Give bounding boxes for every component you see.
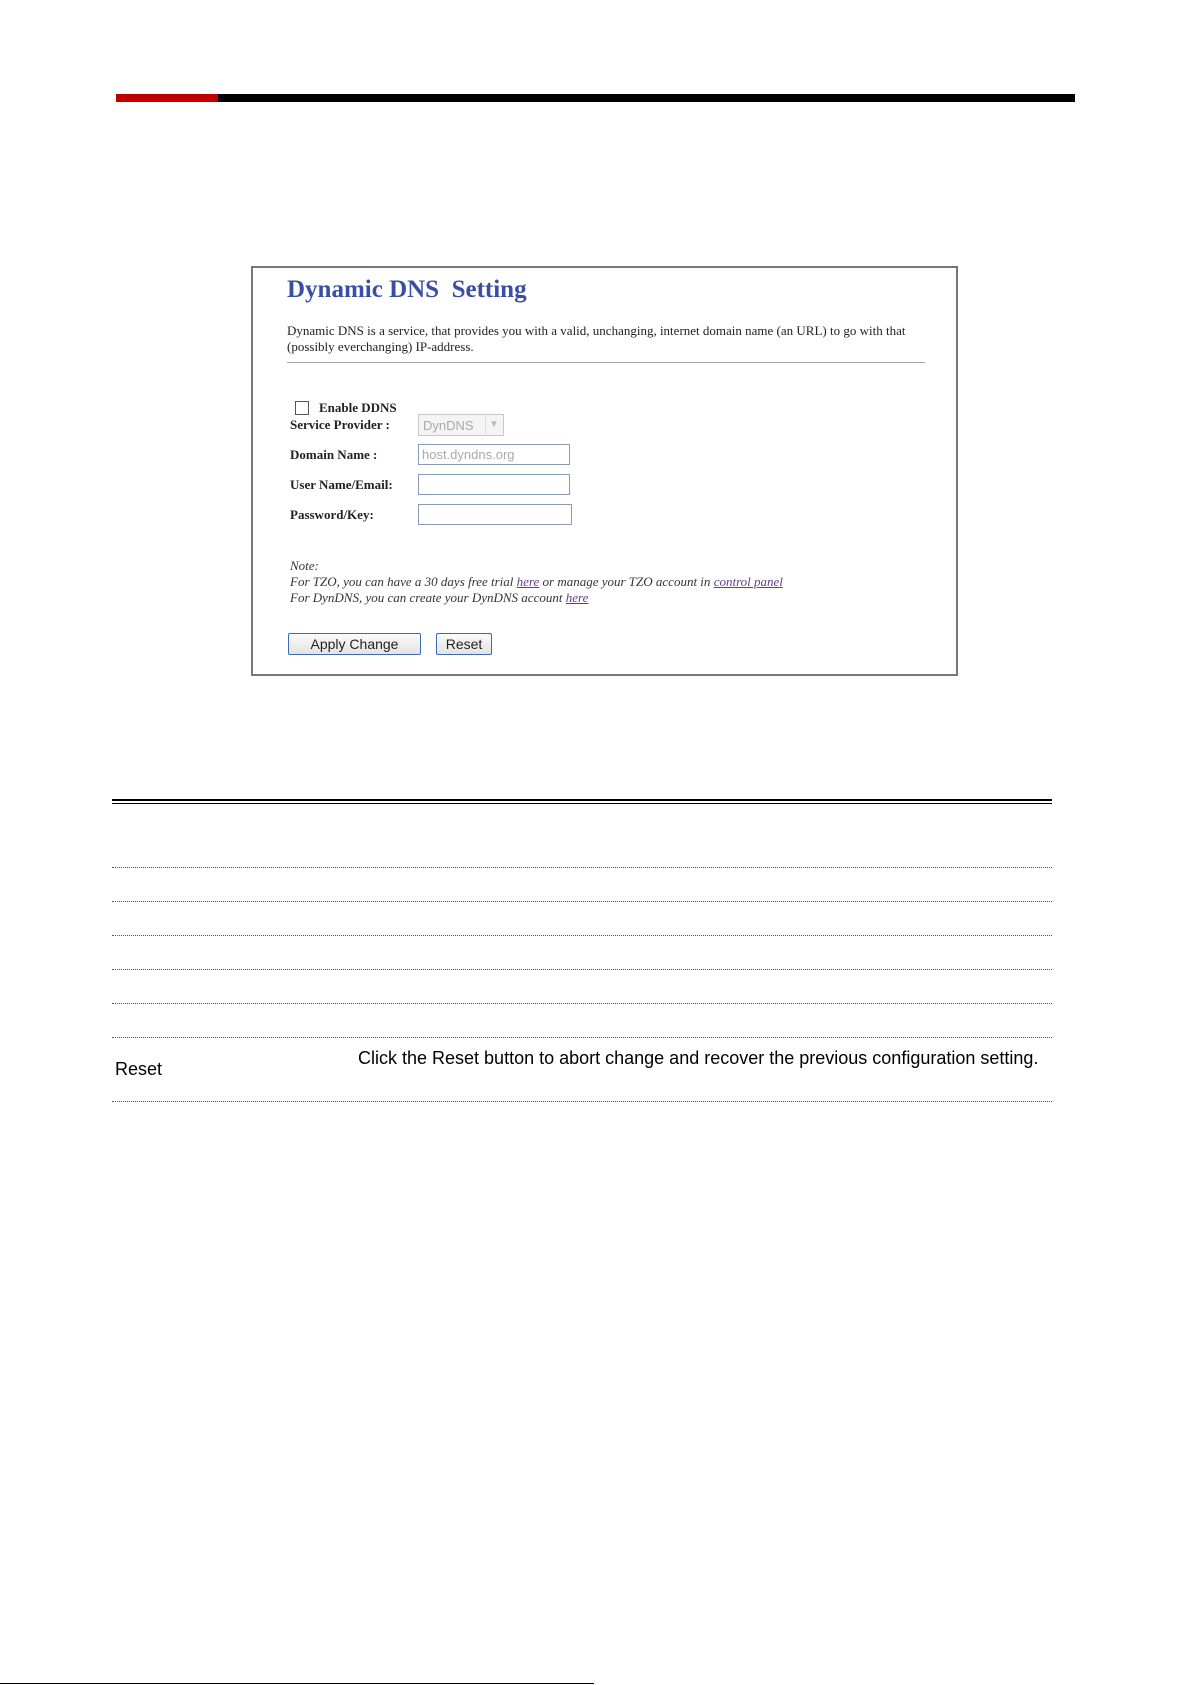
domain-name-label: Domain Name : [290,446,378,462]
table-row-divider [112,969,1052,970]
enable-ddns-checkbox[interactable] [295,401,309,415]
table-bottom-rule [112,1101,1052,1102]
service-provider-select[interactable] [418,414,504,436]
table-row-divider [112,1037,1052,1038]
note-block [290,558,783,606]
table-row-divider [112,867,1052,868]
header-bar [116,94,1075,102]
header-accent [116,94,218,102]
dyndns-account-link[interactable]: here [565,590,589,605]
ddns-settings-screenshot [251,266,958,676]
note-text: For DynDNS, you can create your DynDNS account [290,590,566,605]
page-description: Dynamic DNS is a service, that provides you with a valid, unchanging, internet domain name (an URL) to go with that (possibly everchanging) IP-address. [287,323,906,354]
service-provider-value: DynDNS [423,417,474,433]
divider [287,362,925,363]
note-line-tzo [290,574,783,590]
table-row-divider [112,935,1052,936]
reset-button[interactable]: Reset [436,633,492,655]
domain-name-input[interactable]: host.dyndns.org [418,444,570,465]
service-provider-label: Service Provider : [290,417,390,432]
service-provider-row [290,414,504,436]
chevron-down-icon: ▼ [485,416,502,434]
table-top-rule [112,799,1052,801]
table-top-rule-thin [112,803,1052,804]
user-name-row [290,474,570,495]
table-desc-reset: Click the Reset button to abort change and recover the previous configuration setting. [358,1048,1039,1068]
user-name-input[interactable] [418,474,570,495]
table-term-reset: Reset [115,1059,163,1079]
control-panel-link[interactable]: control panel [713,574,783,589]
domain-name-row [290,444,570,465]
password-label: Password/Key: [290,506,374,522]
note-text: or manage your TZO account in [539,574,714,589]
note-heading: Note: [290,558,319,573]
note-text: For TZO, you can have a 30 days free trial [290,574,517,589]
apply-change-button[interactable]: Apply Change [288,633,421,655]
enable-ddns-label: Enable DDNS [319,400,397,415]
password-input[interactable] [418,504,572,525]
table-row-divider [112,901,1052,902]
note-line-dyndns [290,590,783,606]
tzo-trial-link[interactable]: here [516,574,540,589]
footer-rule [0,1683,594,1684]
user-name-label: User Name/Email: [290,476,393,492]
password-row [290,504,572,525]
page-title: Dynamic DNS Setting [287,276,527,303]
table-row-divider [112,1003,1052,1004]
